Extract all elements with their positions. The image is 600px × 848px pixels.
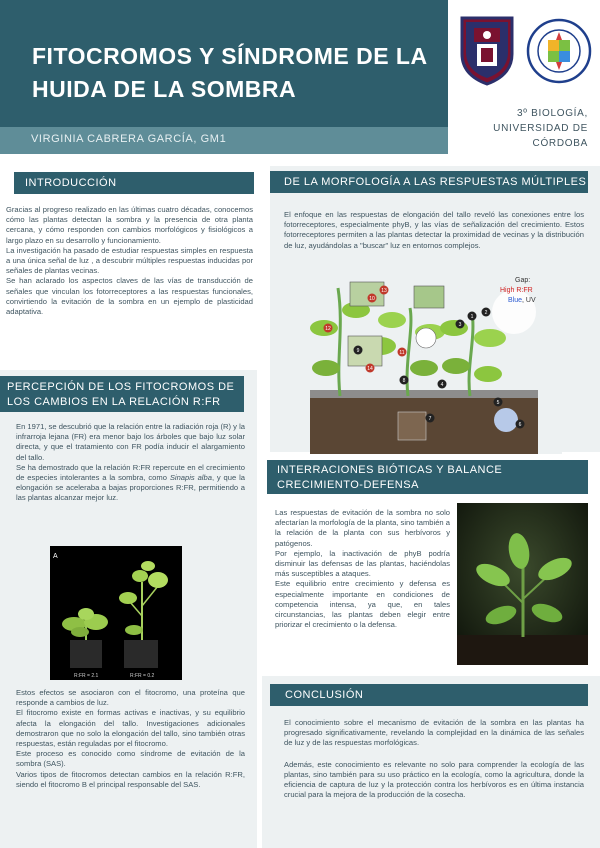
diagram-marker-number: 1 (470, 314, 474, 320)
diagram-marker (426, 414, 435, 423)
conclusion-heading (270, 684, 588, 706)
interactions-paragraph-2: Por ejemplo, la inactivación de phyB podría disminuir las defensas de las plantas, haciéndolas más susceptibles a ataques. (275, 548, 450, 579)
author-bar (0, 127, 448, 154)
perception-paragraph-1: En 1971, se descubrió que la relación entre la radiación roja (R) y la infrarroja lejana (FR) era menor bajo los árboles que bajo luz solar directa, y que el tratamiento con FR podía inducir el alargamiento del tallo. (16, 422, 245, 462)
inset-photo (414, 286, 444, 308)
diagram-marker-number: 6 (518, 422, 522, 428)
faculty-seal-logo (526, 18, 592, 84)
interactions-paragraph-1: Las respuestas de evitación de la sombra no solo afectarían la morfología de la planta, sino también a la relación de la planta con sus herbívoros y patógenos. (275, 508, 450, 548)
perception-paragraph-2a: Se ha demostrado que la relación R:FR repercute en el crecimiento de especies intolerantes a la sombra, como (16, 462, 245, 483)
soil (457, 635, 588, 665)
intro-paragraph-3: Se han aclarado los aspectos claves de las vías de transducción de señales que vinculan los fotorreceptores a las respuestas funcionales, convirtiendo la evitación de la sombra en un ejemplo de plasticidad adaptativa. (6, 276, 253, 317)
sinapis-figure (50, 546, 182, 680)
plant-leaf (378, 312, 406, 328)
diagram-marker (324, 324, 333, 333)
diagram-marker-number: 13 (381, 288, 387, 294)
multiple-responses-diagram (310, 268, 562, 454)
perception-paragraph-3: Estos efectos se asociaron con el fitocromo, una proteína que responde a cambios de luz. (16, 688, 245, 708)
gap-label: Gap: (515, 277, 531, 284)
diagram-marker (468, 312, 477, 321)
diagram-marker (516, 420, 525, 429)
inset-circle (416, 328, 436, 348)
diagram-marker (438, 380, 447, 389)
morphology-paragraph-1: El enfoque en las respuestas de elongación del tallo reveló las conexiones entre los fotorreceptores, especialmente phyB, y las vías de señalización del crecimiento. Estos fotorreceptores permiten a las plantas detectar la proximidad de vecinas y la distribución de luz, ayudándolas a "buscar" luz en entornos complejos. (284, 210, 584, 250)
diagram-marker-number: 10 (369, 296, 375, 302)
inset-photo (350, 282, 384, 306)
university-shield-logo (458, 14, 516, 86)
perception-body-top (16, 422, 245, 504)
intro-heading (14, 172, 254, 194)
diagram-marker-number: 9 (356, 348, 360, 354)
author-name: VIRGINIA CABRERA GARCÍA, GM1 (31, 133, 227, 145)
diagram-marker (366, 364, 375, 373)
diagram-marker (354, 346, 363, 355)
caption-left: R:FR = 2.1 (74, 673, 99, 679)
diagram-marker-number: 2 (484, 310, 488, 316)
diagram-marker-number: 3 (458, 322, 462, 328)
diagram-marker (368, 294, 377, 303)
right-plant-leaf (148, 572, 168, 588)
morphology-heading (270, 171, 588, 193)
poster-title: FITOCROMOS Y SÍNDROME DE LA HUIDA DE LA SOMBRA (32, 43, 427, 102)
plant-leaf (442, 358, 470, 374)
left-pot (70, 640, 102, 668)
diagram-marker (400, 376, 409, 385)
interactions-heading-line-1: INTERRACIONES BIÓTICAS Y BALANCE (277, 464, 503, 476)
seedling-photo (457, 503, 588, 665)
affiliation-line-2: UNIVERSIDAD DE (493, 123, 588, 134)
intro-paragraph-2: La investigación ha pasado de estudiar respuestas simples en respuesta a una única señal de luz , a descubrir múltiples respuestas inducidas por señales de plantas vecinas. (6, 245, 253, 276)
intro-heading-text: INTRODUCCIÓN (25, 177, 117, 189)
right-plant-leaf (125, 625, 143, 635)
diagram-marker-number: 7 (428, 416, 432, 422)
plant-leaf (474, 366, 502, 382)
left-plant-leaf (71, 627, 89, 637)
diagram-marker-number: 12 (325, 326, 331, 332)
gap-high-rfr: High R:FR (500, 287, 533, 294)
interactions-heading-line-2: CRECIMIENTO-DEFENSA (277, 479, 419, 491)
morphology-body (284, 210, 584, 251)
plant-leaf (312, 360, 340, 376)
intro-body (6, 205, 253, 317)
right-pot (124, 640, 158, 668)
intro-paragraph-1: Gracias al progreso realizado en las últimas cuatro décadas, conocemos cómo las plantas detectan la sombra y la presencia de otra planta cercana, y cómo responden con cambios morfológicos y fisiológicos a largo plazo en su desarrollo y funcionamiento. (6, 205, 253, 245)
sinapis-plants-image (50, 546, 182, 680)
interactions-heading (267, 460, 588, 494)
plant-leaf (410, 360, 438, 376)
diagram-marker (398, 348, 407, 357)
plant-leaf (474, 329, 506, 347)
perception-paragraph-6: Varios tipos de fitocromos detectan cambios en la relación R:FR, siendo el fitocromo B el principal responsable del SAS. (16, 769, 245, 789)
right-plant-leaf (132, 570, 148, 582)
figure-label-a: A (53, 553, 58, 560)
affiliation (458, 106, 588, 151)
perception-heading (0, 376, 244, 412)
affiliation-line-1: 3º BIOLOGÍA, (517, 108, 588, 119)
header-banner (0, 0, 448, 127)
perception-paragraph-4: El fitocromo existe en formas activas e inactivas, y su equilibrio afecta la elongación del tallo. Investigaciones adicionales demostraron que no solo la elongación del tallo, sino también otras respuestas, están reguladas por el fitocromo. (16, 708, 245, 749)
conclusion-heading-text: CONCLUSIÓN (285, 689, 364, 701)
interactions-paragraph-3: Este equilibrio entre crecimiento y defensa es especialmente importante en condiciones de competencia intensa, ya que, en tales circunstancias, las plantas deben elegir entre priorizar el crecimiento o la defensa. (275, 579, 450, 630)
affiliation-line-3: CÓRDOBA (532, 138, 588, 149)
diagram-marker-number: 4 (440, 382, 444, 388)
diagram-marker (380, 286, 389, 295)
perception-body-bottom (16, 688, 245, 790)
diagram-marker (482, 308, 491, 317)
diagram-marker (494, 398, 503, 407)
perception-paragraph-2b: , y que la elongación se aceleraba a bajas proporciones R:FR, permitiendo a las plantas alcanzar mejor luz. (16, 473, 245, 503)
right-plant-leaf (119, 592, 137, 604)
left-plant-leaf (78, 608, 94, 620)
perception-heading-line-2: LOS CAMBIOS EN LA RELACIÓN R:FR (7, 396, 221, 408)
diagram-marker-number: 11 (399, 350, 405, 356)
inset-roots (494, 408, 518, 432)
diagram-marker (456, 320, 465, 329)
gap-blue: Blue, UV (508, 297, 536, 304)
conclusion-paragraph-1: El conocimiento sobre el mecanismo de evitación de la sombra en las plantas ha progresado significativamente, revelando la complejidad en la dinámica de las señales de luz y de las respuestas morfológicas. (284, 718, 584, 748)
right-plant-leaf (141, 561, 155, 571)
conclusion-paragraph-2: Además, este conocimiento es relevante no solo para comprender la ecología de las plantas, sino también para su uso práctico en la ecología, como la agricultura, donde la eficiencia de captura de luz y la protección contra los herbívoros es en última instancia crucial para la mejora de la producción de la cosecha. (284, 759, 584, 800)
inset-roots (398, 412, 426, 440)
perception-paragraph-5: Este proceso es conocido como síndrome de evitación de la sombra (SAS). (16, 749, 245, 769)
perception-paragraph-2 (16, 463, 245, 504)
inset-photo (348, 336, 382, 366)
morphology-heading-text: DE LA MORFOLOGÍA A LAS RESPUESTAS MÚLTIPLES (284, 176, 587, 188)
diagram-marker-number: 8 (402, 378, 406, 384)
species-name: Sinapis alba (169, 473, 212, 483)
perception-heading-line-1: PERCEPCIÓN DE LOS FITOCROMOS DE (7, 381, 235, 393)
ground-line (310, 390, 538, 398)
diagram-marker-number: 5 (496, 400, 500, 406)
diagram-marker-number: 14 (367, 366, 373, 372)
conclusion-body (284, 718, 584, 800)
caption-right: R:FR = 0.2 (130, 673, 155, 679)
interactions-body (275, 508, 450, 630)
